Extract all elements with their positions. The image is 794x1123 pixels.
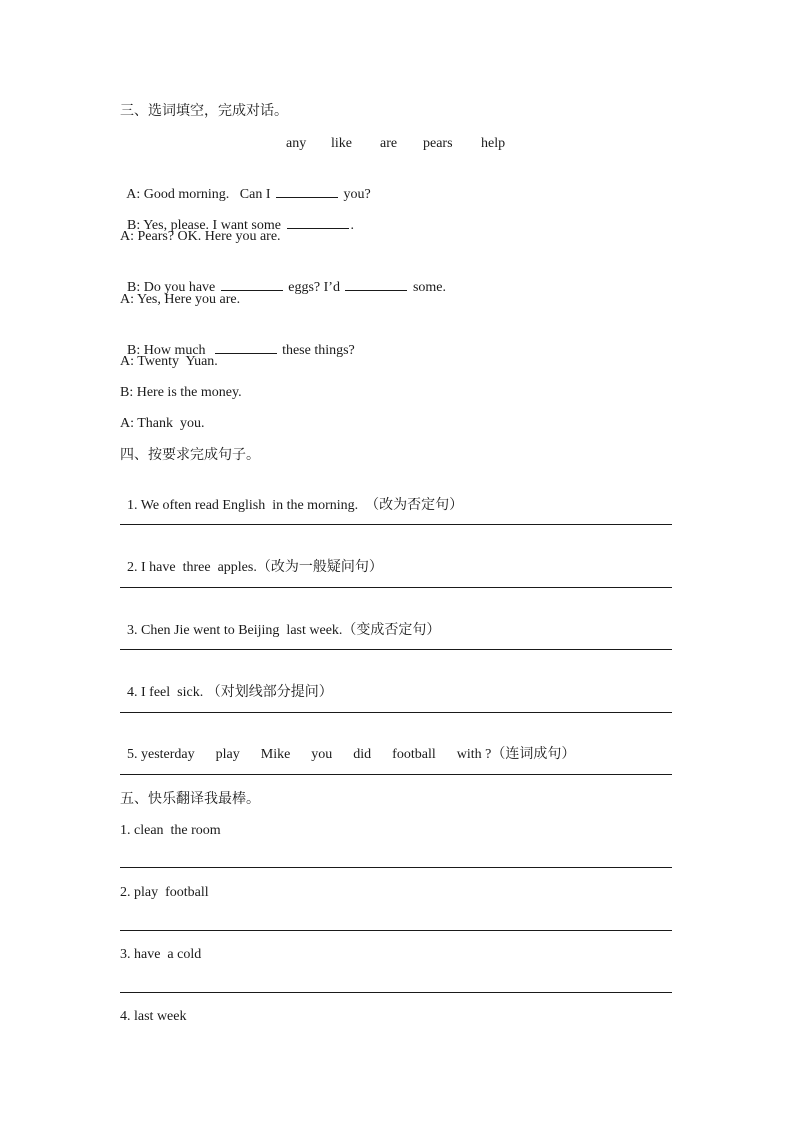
translation-task-4: 4. last week bbox=[120, 1009, 187, 1024]
task-text: 3. Chen Jie went to Beijing last week. bbox=[127, 623, 343, 638]
task-instruction: （改为否定句） bbox=[365, 497, 464, 513]
task-instruction: （改为一般疑问句） bbox=[256, 559, 383, 575]
answer-line[interactable] bbox=[120, 524, 672, 525]
translation-task-2: 2. play football bbox=[120, 885, 209, 900]
word-bank-item: any bbox=[286, 136, 307, 151]
answer-line[interactable] bbox=[120, 774, 672, 775]
answer-line[interactable] bbox=[120, 992, 672, 993]
task-text: 1. We often read English in the morning. bbox=[127, 498, 366, 513]
dialogue-line-7: A: Twenty Yuan. bbox=[120, 354, 218, 369]
sentence-task-2 bbox=[120, 540, 383, 577]
dialogue-text: B: Yes, please. I want some bbox=[127, 218, 285, 233]
word-bank-item: help bbox=[481, 136, 506, 151]
word-bank-item: pears bbox=[423, 136, 453, 151]
dialogue-text: you? bbox=[340, 187, 371, 202]
section-3-title: 三、选词填空，完成对话。 bbox=[120, 103, 288, 119]
dialogue-text: some. bbox=[409, 280, 447, 295]
answer-blank[interactable] bbox=[215, 340, 277, 354]
translation-task-3: 3. have a cold bbox=[120, 947, 202, 962]
task-text: 4. I feel sick. bbox=[127, 685, 207, 700]
answer-line[interactable] bbox=[120, 712, 672, 713]
dialogue-line-5: A: Yes, Here you are. bbox=[120, 292, 241, 307]
answer-blank[interactable] bbox=[287, 215, 349, 229]
task-instruction: （连词成句） bbox=[491, 746, 576, 762]
dialogue-text: B: How much bbox=[127, 343, 213, 358]
sentence-task-5 bbox=[120, 727, 575, 764]
answer-line[interactable] bbox=[120, 587, 672, 588]
task-instruction: （变成否定句） bbox=[342, 622, 441, 638]
word-bank bbox=[0, 136, 794, 154]
dialogue-line-3: A: Pears? OK. Here you are. bbox=[120, 229, 281, 244]
word-bank-item: are bbox=[380, 136, 398, 151]
answer-blank[interactable] bbox=[345, 277, 407, 291]
translation-task-1: 1. clean the room bbox=[120, 823, 221, 838]
sentence-task-4 bbox=[120, 665, 333, 702]
task-text: 5. yesterday play Mike you did football with ? bbox=[127, 747, 492, 762]
task-text: 2. I have three apples. bbox=[127, 560, 257, 575]
dialogue-text: . bbox=[350, 218, 354, 233]
sentence-task-1 bbox=[120, 478, 463, 515]
word-bank-item: like bbox=[331, 136, 352, 151]
section-4-title: 四、按要求完成句子。 bbox=[120, 447, 260, 463]
section-5-title: 五、快乐翻译我最棒。 bbox=[120, 791, 260, 807]
dialogue-line-8: B: Here is the money. bbox=[120, 385, 242, 400]
answer-line[interactable] bbox=[120, 649, 672, 650]
answer-line[interactable] bbox=[120, 867, 672, 868]
dialogue-text: A: Good morning. Can I bbox=[126, 187, 274, 202]
dialogue-line-9: A: Thank you. bbox=[120, 416, 205, 431]
dialogue-text: B: Do you have bbox=[127, 280, 219, 295]
dialogue-text: eggs? I’d bbox=[284, 280, 344, 295]
answer-blank[interactable] bbox=[276, 184, 338, 198]
answer-line[interactable] bbox=[120, 930, 672, 931]
sentence-task-3 bbox=[120, 603, 440, 640]
dialogue-text: these things? bbox=[278, 343, 355, 358]
task-instruction: （对划线部分提问） bbox=[206, 684, 333, 700]
answer-blank[interactable] bbox=[221, 277, 283, 291]
